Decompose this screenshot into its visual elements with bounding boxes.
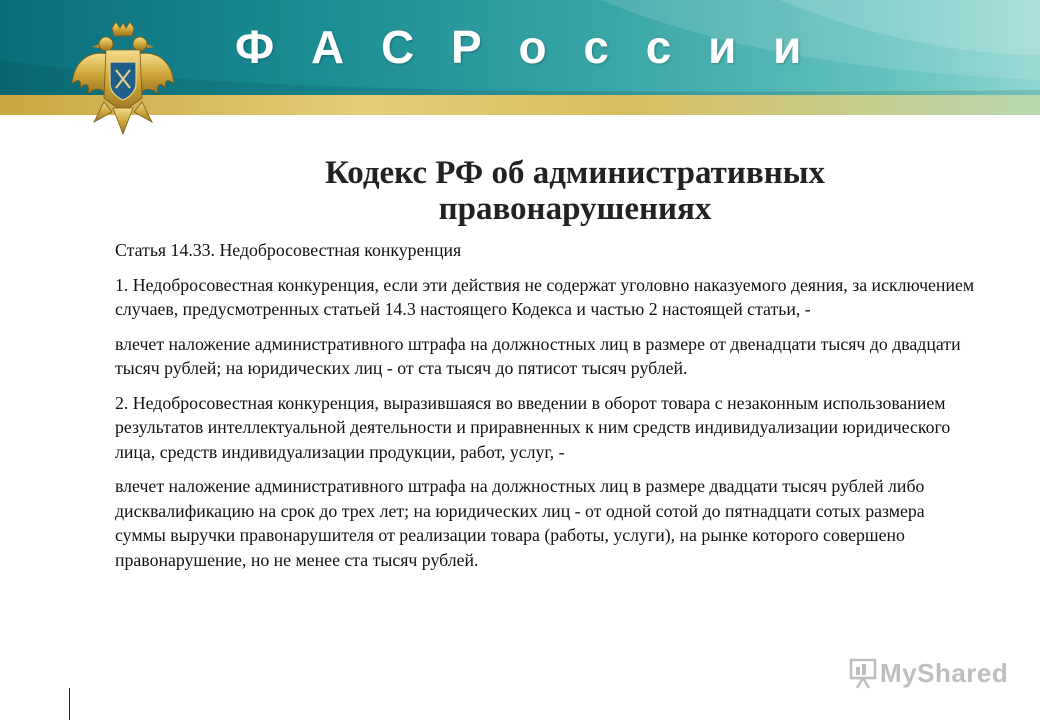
double-headed-eagle-emblem-icon bbox=[68, 22, 178, 137]
paragraph-1: 1. Недобросовестная конкуренция, если эти действия не содержат уголовно наказуемого деяния, за исключением случаев, предусмотренных статьей 14.3 настоящего Кодекса и частью 2 настоящей статьи, - bbox=[115, 274, 975, 319]
article-content bbox=[115, 238, 975, 582]
article-title: Статья 14.33. Недобросовестная конкуренция bbox=[115, 240, 462, 260]
myshared-watermark bbox=[848, 657, 1008, 691]
paragraph-2: влечет наложение административного штрафа на должностных лиц в размере от двенадцати тысяч до двадцати тысяч рублей; на юридических лиц - от ста тысяч до пятисот тысяч рублей. bbox=[115, 333, 961, 378]
left-divider-line bbox=[69, 688, 70, 720]
watermark-text: MyShared bbox=[880, 658, 1009, 688]
slide-heading bbox=[180, 155, 970, 227]
heading-line-2: правонарушениях bbox=[438, 191, 712, 227]
banner-title: Ф А С Р о с с и и bbox=[235, 21, 814, 73]
heading-line-1: Кодекс РФ об административных bbox=[325, 155, 825, 191]
paragraph-4: влечет наложение административного штрафа на должностных лиц в размере двадцати тысяч рублей либо дисквалификацию на срок до трех лет; на юридических лиц - от одной сотой до пятнадцати сотых размера суммы выручки правонарушителя от реализации товара (работы, услуги), на рынке которого совершено правонарушение, но не менее ста тысяч рублей. bbox=[115, 476, 925, 570]
presentation-board-icon bbox=[848, 657, 878, 689]
paragraph-3: 2. Недобросовестная конкуренция, выразившаяся во введении в оборот товара с незаконным использованием результатов интеллектуальной деятельности и приравненных к ним средств индивидуализации юридического лица, средств индивидуализации продукции, работ, услуг, - bbox=[115, 392, 951, 462]
